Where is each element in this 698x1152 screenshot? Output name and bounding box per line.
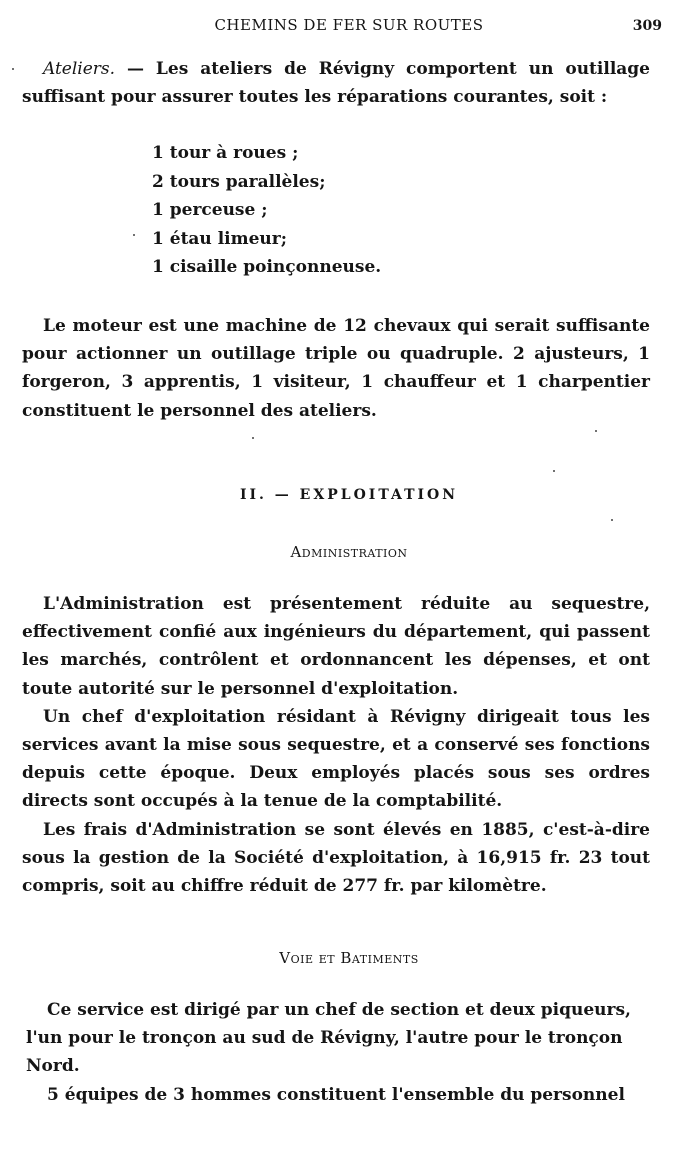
paper-speck (553, 470, 555, 472)
voie-paragraph-1: Ce service est dirigé par un chef de section et deux piqueurs, l'un pour le tronçon au sud de Révigny, l'autre pour le tronçon Nord. (26, 1000, 631, 1077)
equipment-list (152, 139, 381, 282)
paper-speck (611, 519, 613, 521)
administration-section (22, 590, 650, 900)
section-heading: II. — EXPLOITATION (239, 487, 459, 503)
administration-paragraph-1: L'Administration est présentement réduite au sequestre, effectivement confié aux ingénieurs du département, qui passent les marchés, contrôlent et ordonnancent les dépenses, et ont toute autorité sur le personnel d'exploitation. (22, 594, 650, 699)
running-head-title: CHEMINS DE FER SUR ROUTES (214, 16, 484, 34)
voie-heading: Voie et Batiments (279, 949, 419, 967)
list-item: 2 tours parallèles; (152, 171, 326, 192)
ateliers-section (22, 55, 650, 111)
running-head (0, 14, 698, 38)
page-number: 309 (632, 18, 662, 34)
voie-paragraph-2: 5 équipes de 3 hommes constituent l'ensemble du personnel (47, 1084, 625, 1105)
administration-heading: Administration (290, 543, 408, 561)
paper-speck (12, 68, 14, 70)
list-item: 1 perceuse ; (152, 200, 268, 221)
moteur-paragraph: Le moteur est une machine de 12 chevaux qui serait suffisante pour actionner un outillage triple ou quadruple. 2 ajusteurs, 1 forgeron, 3 apprentis, 1 visiteur, 1 chauffeur et 1 charpentier constituent le personnel des ateliers. (22, 316, 650, 421)
list-item: 1 tour à roues ; (152, 143, 299, 163)
moteur-section (22, 312, 650, 425)
voie-section (26, 996, 656, 1109)
list-item: 1 cisaille poinçonneuse. (152, 257, 382, 278)
paper-speck (595, 430, 597, 432)
ateliers-paragraph (22, 55, 650, 111)
ateliers-label: Ateliers. (43, 59, 116, 79)
paper-speck (133, 234, 135, 236)
ateliers-text: — Les ateliers de Révigny comportent un outillage suffisant pour assurer toutes les réparations courantes, soit : (22, 59, 650, 108)
list-item: 1 étau limeur; (152, 228, 288, 249)
administration-paragraph-3: Les frais d'Administration se sont élevés en 1885, c'est-à-dire sous la gestion de la Société d'exploitation, à 16,915 fr. 23 tout compris, soit au chiffre réduit de 277 fr. par kilomètre. (22, 819, 650, 897)
administration-paragraph-2: Un chef d'exploitation résidant à Révigny dirigeait tous les services avant la mise sous sequestre, et a conservé ses fonctions depuis cette époque. Deux employés placés sous ses ordres directs sont occupés à la tenue de la comptabilité. (22, 706, 650, 812)
paper-speck (252, 437, 254, 439)
